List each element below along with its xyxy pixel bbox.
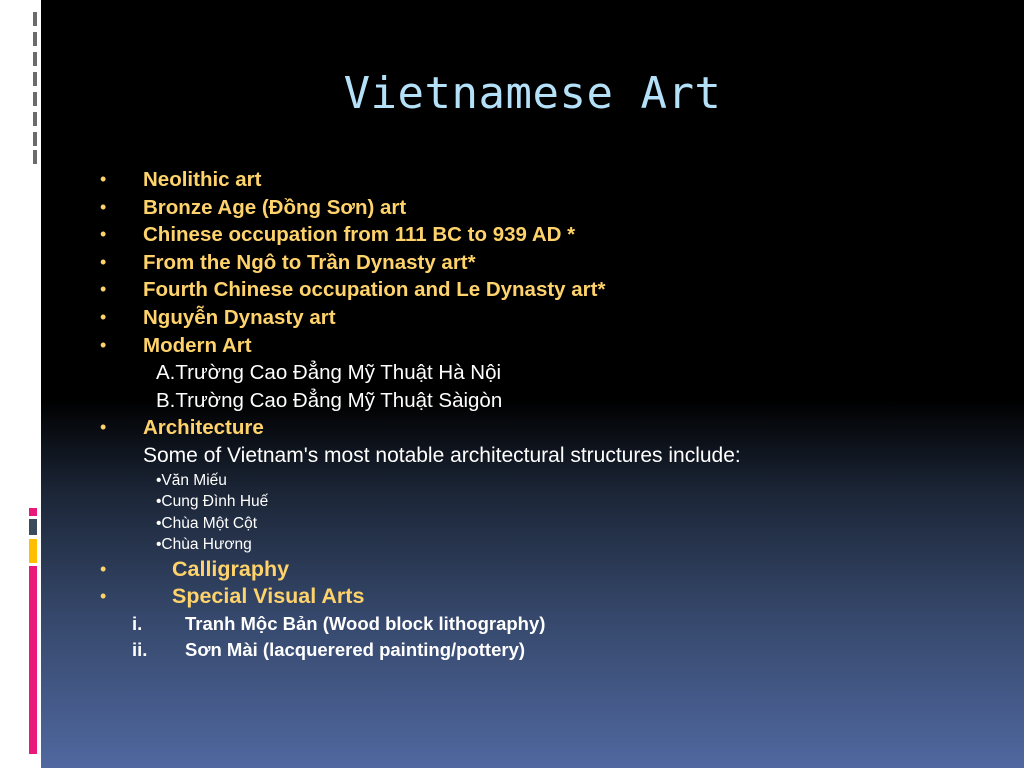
item-architecture: Architecture: [143, 416, 264, 440]
list-item: [100, 304, 1000, 332]
item-chinese-occupation: Chinese occupation from 111 BC to 939 AD *: [143, 223, 576, 247]
item-number: ii.: [132, 638, 148, 660]
numbered-item: [100, 611, 1000, 637]
slide-title: Vietnamese Art: [343, 68, 722, 119]
decor-line: [33, 72, 37, 86]
bullet: •: [100, 279, 107, 300]
item-fourth-chinese-occupation: Fourth Chinese occupation and Le Dynasty art*: [143, 278, 606, 302]
item-bronze-age-art: Bronze Age (Đồng Sơn) art: [143, 195, 407, 219]
bullet: •: [100, 306, 107, 327]
list-item: [100, 221, 1000, 249]
bullet: •: [100, 558, 107, 579]
structure-item: [100, 513, 1000, 535]
structure-chua-huong: •Chùa Hương: [156, 536, 252, 554]
item-ngo-to-tran-dynasty: From the Ngô to Trần Dynasty art*: [143, 250, 476, 274]
item-number: i.: [132, 612, 143, 634]
item-neolithic-art: Neolithic art: [143, 168, 262, 191]
decor-line: [33, 52, 37, 66]
lacquer-painting: Sơn Mài (lacquerered painting/pottery): [185, 638, 526, 660]
bullet: •: [100, 334, 107, 355]
structure-item: [100, 491, 1000, 513]
modern-art-saigon-school: B.Trường Cao Đẳng Mỹ Thuật Sàigòn: [156, 388, 503, 412]
architecture-description: Some of Vietnam's most notable architectural structures include:: [143, 443, 741, 467]
structure-chua-mot-cot: •Chùa Một Cột: [156, 514, 258, 532]
bullet: •: [100, 169, 107, 189]
architecture-description-row: [100, 442, 1000, 470]
item-modern-art: Modern Art: [143, 333, 252, 357]
list-item: [100, 414, 1000, 442]
modern-art-hanoi-school: A.Trường Cao Đẳng Mỹ Thuật Hà Nội: [156, 361, 502, 385]
accent-yellow-block: [29, 539, 37, 563]
item-calligraphy: Calligraphy: [172, 556, 290, 581]
decor-line: [33, 12, 37, 26]
structure-item: [100, 470, 1000, 492]
list-item: [100, 276, 1000, 304]
structure-van-mieu: •Văn Miếu: [156, 471, 227, 489]
bullet: •: [100, 586, 107, 607]
accent-pink-bar: [29, 566, 37, 754]
item-nguyen-dynasty: Nguyễn Dynasty art: [143, 305, 336, 329]
numbered-item: [100, 637, 1000, 663]
bullet: •: [100, 224, 107, 245]
list-item: [100, 166, 1000, 194]
decor-line: [33, 112, 37, 126]
content-list: [100, 166, 1000, 663]
bullet: •: [100, 196, 107, 217]
list-item: [100, 249, 1000, 277]
list-item: [100, 332, 1000, 360]
woodblock-lithography: Tranh Mộc Bản (Wood block lithography): [185, 612, 546, 634]
bullet: •: [100, 417, 107, 438]
list-item: [100, 194, 1000, 222]
left-decorative-band: [0, 0, 41, 768]
decor-line: [33, 150, 37, 164]
accent-pink-square: [29, 508, 37, 516]
sub-item: [100, 387, 1000, 415]
decor-line: [33, 132, 37, 146]
structure-cung-dinh-hue: •Cung Đình Huế: [156, 493, 269, 511]
decor-line: [33, 92, 37, 106]
sub-item: [100, 359, 1000, 387]
bullet: •: [100, 251, 107, 272]
structure-item: [100, 534, 1000, 556]
list-item: [100, 583, 1000, 611]
item-special-visual-arts: Special Visual Arts: [172, 584, 365, 609]
accent-dark-block: [29, 519, 37, 535]
list-item: [100, 556, 1000, 584]
decor-line: [33, 32, 37, 46]
